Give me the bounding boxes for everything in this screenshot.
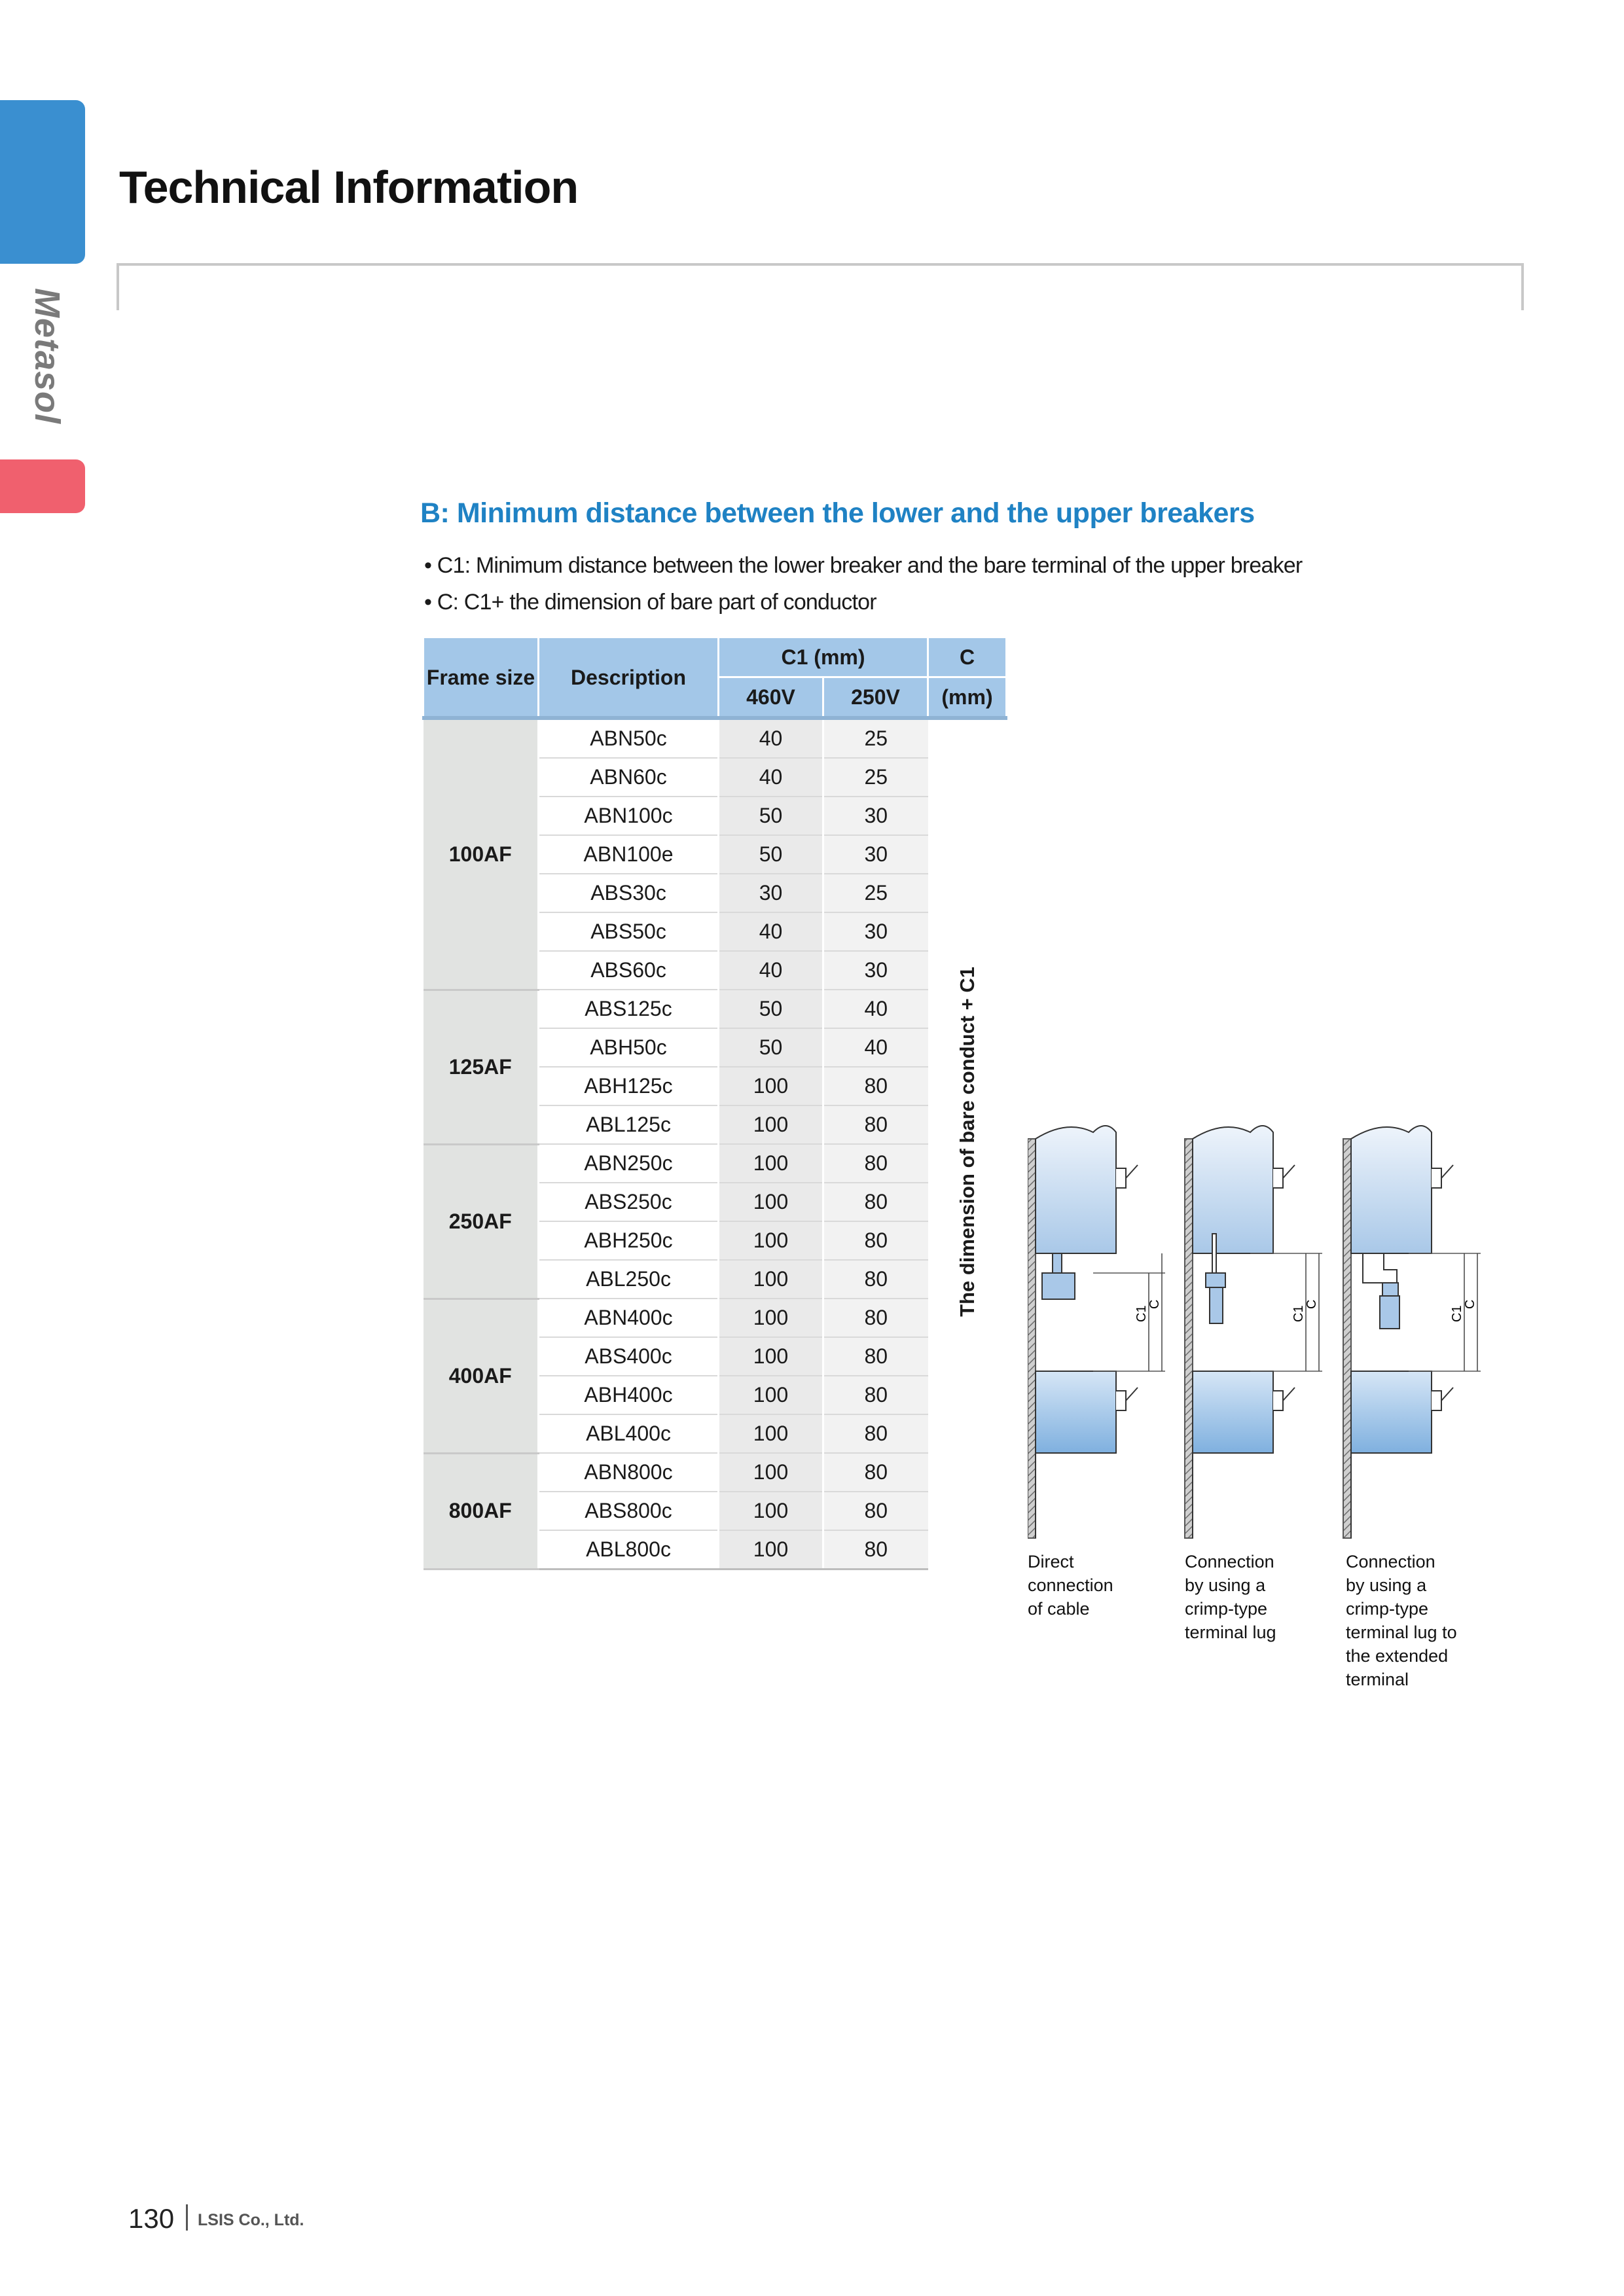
table-row (424, 1453, 1007, 1492)
c1-250v-cell: 25 (823, 874, 928, 912)
description-cell: ABN250c (539, 1144, 719, 1183)
c1-460v-cell: 50 (719, 1028, 823, 1067)
c1-460v-cell: 40 (719, 718, 823, 758)
c1-250v-cell: 80 (823, 1453, 928, 1492)
table-row (424, 990, 1007, 1028)
c1-460v-cell: 100 (719, 1067, 823, 1105)
side-tab-top (0, 100, 85, 264)
c1-460v-cell: 50 (719, 835, 823, 874)
lower-breaker (1351, 1371, 1432, 1453)
lower-handle (1116, 1391, 1126, 1410)
c1-250v-cell: 80 (823, 1299, 928, 1337)
c1-460v-cell: 100 (719, 1337, 823, 1376)
page-number: 130 (128, 2203, 175, 2234)
upper-breaker (1036, 1126, 1116, 1253)
c1-250v-cell: 80 (823, 1492, 928, 1530)
c1-460v-cell: 100 (719, 1492, 823, 1530)
mounting-panel (1343, 1139, 1351, 1538)
c1-460v-cell: 100 (719, 1530, 823, 1570)
c1-460v-cell: 100 (719, 1105, 823, 1144)
c1-250v-cell: 80 (823, 1337, 928, 1376)
c1-250v-cell: 80 (823, 1221, 928, 1260)
dim-label-c1: C1 (1291, 1305, 1306, 1322)
c1-250v-cell: 80 (823, 1376, 928, 1414)
description-cell: ABL800c (539, 1530, 719, 1570)
dim-label-c1: C1 (1134, 1305, 1149, 1322)
description-cell: ABL250c (539, 1260, 719, 1299)
c1-250v-cell: 80 (823, 1067, 928, 1105)
description-cell: ABH125c (539, 1067, 719, 1105)
frame-size-cell: 250AF (424, 1144, 539, 1299)
bullet-c: • C: C1+ the dimension of bare part of conductor (424, 584, 1302, 620)
company-name: LSIS Co., Ltd. (198, 2211, 304, 2229)
side-tab-bottom (0, 459, 85, 513)
description-cell: ABN400c (539, 1299, 719, 1337)
description-cell: ABN50c (539, 718, 719, 758)
upper-handle (1116, 1168, 1126, 1188)
c1-460v-cell: 50 (719, 797, 823, 835)
lower-handle (1273, 1391, 1283, 1410)
c1-250v-cell: 80 (823, 1414, 928, 1453)
upper-lever (1441, 1165, 1453, 1178)
c1-250v-cell: 25 (823, 758, 928, 797)
table-row (424, 1144, 1007, 1183)
description-cell: ABH50c (539, 1028, 719, 1067)
upper-breaker (1193, 1126, 1273, 1253)
description-cell: ABS50c (539, 912, 719, 951)
header-460v: 460V (719, 677, 823, 719)
mounting-panel (1028, 1139, 1036, 1538)
description-cell: ABL400c (539, 1414, 719, 1453)
breaker-diagram (1028, 1113, 1499, 1545)
description-cell: ABS125c (539, 990, 719, 1028)
terminal-screw (1053, 1253, 1062, 1273)
frame-size-cell: 100AF (424, 718, 539, 990)
upper-breaker (1351, 1126, 1432, 1253)
c1-460v-cell: 40 (719, 912, 823, 951)
header-c1: C1 (mm) (719, 637, 928, 677)
extended-terminal (1363, 1253, 1397, 1283)
c1-250v-cell: 30 (823, 835, 928, 874)
table-body (424, 718, 1007, 1570)
table-row (424, 1299, 1007, 1337)
description-cell: ABS400c (539, 1337, 719, 1376)
c-note-cell (928, 718, 1007, 1570)
upper-lever (1126, 1165, 1138, 1178)
c1-460v-cell: 100 (719, 1221, 823, 1260)
c1-250v-cell: 25 (823, 718, 928, 758)
lower-lever (1126, 1388, 1138, 1401)
description-cell: ABS30c (539, 874, 719, 912)
header-description: Description (539, 637, 719, 719)
side-brand-label: Metasol (27, 288, 67, 425)
caption-crimp: Connection by using a crimp-type terminal lug (1185, 1552, 1276, 1642)
description-cell: ABL125c (539, 1105, 719, 1144)
crimp-lug (1206, 1273, 1225, 1287)
c1-460v-cell: 100 (719, 1260, 823, 1299)
dim-label-c: C (1147, 1299, 1162, 1309)
bullet-list (424, 547, 1302, 620)
footer-divider (186, 2204, 188, 2231)
extended-lug (1382, 1283, 1398, 1296)
c1-250v-cell: 80 (823, 1144, 928, 1183)
header-c: C (928, 637, 1007, 677)
c1-460v-cell: 50 (719, 990, 823, 1028)
lower-lever (1283, 1388, 1295, 1401)
c1-250v-cell: 40 (823, 1028, 928, 1067)
description-cell: ABS60c (539, 951, 719, 990)
cable-terminal (1042, 1273, 1075, 1299)
crimp-cable (1210, 1287, 1223, 1323)
c-note-text: The dimension of bare conduct + C1 (955, 967, 979, 1318)
c1-460v-cell: 40 (719, 951, 823, 990)
description-cell: ABN100c (539, 797, 719, 835)
distance-table (422, 636, 1007, 1570)
mounting-panel (1185, 1139, 1193, 1538)
dim-label-c1: C1 (1450, 1305, 1464, 1322)
description-cell: ABH400c (539, 1376, 719, 1414)
c1-460v-cell: 100 (719, 1376, 823, 1414)
dim-label-c: C (1305, 1299, 1319, 1309)
c1-250v-cell: 80 (823, 1105, 928, 1144)
c1-250v-cell: 30 (823, 951, 928, 990)
description-cell: ABS800c (539, 1492, 719, 1530)
c1-460v-cell: 40 (719, 758, 823, 797)
caption-direct: Direct connection of cable (1028, 1552, 1113, 1619)
c1-250v-cell: 40 (823, 990, 928, 1028)
lower-breaker (1036, 1371, 1116, 1453)
upper-handle (1432, 1168, 1441, 1188)
frame-size-cell: 125AF (424, 990, 539, 1144)
extended-cable (1380, 1296, 1399, 1329)
lower-handle (1432, 1391, 1441, 1410)
header-frame-size: Frame size (424, 637, 539, 719)
upper-handle (1273, 1168, 1283, 1188)
c1-460v-cell: 100 (719, 1183, 823, 1221)
description-cell: ABS250c (539, 1183, 719, 1221)
frame-size-cell: 800AF (424, 1453, 539, 1570)
c1-250v-cell: 80 (823, 1260, 928, 1299)
description-cell: ABN800c (539, 1453, 719, 1492)
c1-250v-cell: 80 (823, 1530, 928, 1570)
description-cell: ABN60c (539, 758, 719, 797)
c1-460v-cell: 100 (719, 1144, 823, 1183)
c1-460v-cell: 30 (719, 874, 823, 912)
connection-diagrams (1028, 1113, 1499, 1689)
header-c-unit: (mm) (928, 677, 1007, 719)
header-frame-line (117, 263, 1524, 310)
crimp-lug-neck (1212, 1234, 1216, 1273)
c1-460v-cell: 100 (719, 1453, 823, 1492)
dim-label-c: C (1463, 1299, 1477, 1309)
c1-250v-cell: 30 (823, 912, 928, 951)
c1-250v-cell: 80 (823, 1183, 928, 1221)
description-cell: ABH250c (539, 1221, 719, 1260)
lower-lever (1441, 1388, 1453, 1401)
table-row (424, 718, 1007, 758)
caption-extended: Connection by using a crimp-type terminal lug to the extended terminal (1346, 1552, 1457, 1689)
header-250v: 250V (823, 677, 928, 719)
c1-460v-cell: 100 (719, 1299, 823, 1337)
bullet-c1: • C1: Minimum distance between the lower breaker and the bare terminal of the upper breaker (424, 547, 1302, 584)
description-cell: ABN100e (539, 835, 719, 874)
c1-250v-cell: 30 (823, 797, 928, 835)
lower-breaker (1193, 1371, 1273, 1453)
page-title: Technical Information (119, 162, 579, 213)
upper-lever (1283, 1165, 1295, 1178)
frame-size-cell: 400AF (424, 1299, 539, 1453)
c1-460v-cell: 100 (719, 1414, 823, 1453)
section-title: B: Minimum distance between the lower and the upper breakers (420, 497, 1255, 529)
